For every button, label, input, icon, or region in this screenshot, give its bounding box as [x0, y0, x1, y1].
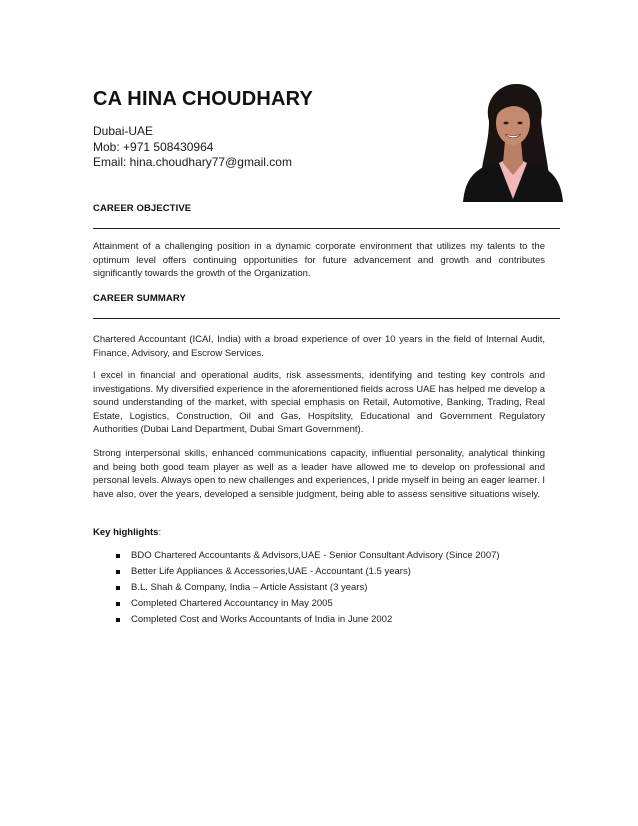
list-item [116, 580, 500, 596]
section-divider [93, 228, 560, 229]
profile-photo-illustration [461, 79, 565, 202]
career-summary-heading: CAREER SUMMARY [93, 293, 186, 304]
career-objective-text: Attainment of a challenging position in a dynamic corporate environment that utilizes my talents to the optimum level offers continuing opportunities for future advancement and growth and contributes significantly towards the growth of the Organization. [93, 241, 545, 280]
list-item [116, 596, 500, 612]
list-item-text: Better Life Appliances & Accessories,UAE - Accountant (1.5 years) [131, 566, 411, 577]
career-summary-paragraph: Chartered Accountant (ICAI, India) with a broad experience of over 10 years in the field of Internal Audit, Finance, Advisory, and Escrow Services. [93, 334, 545, 359]
bullet-icon [116, 570, 120, 574]
list-item [116, 612, 500, 628]
career-summary-paragraph: I excel in financial and operational audits, risk assessments, identifying and testing key controls and investigations. My diversified experience in the aforementioned fields across UAE has helped me develop a sound understanding of the market, with special emphasis on Retail, Automotive, Banking, Trading, Real Estate, Logistics, Construction, Oil and Gas, Hospitslity, Educational and Government Regulatory Authorities (Dubai Land Department, Dubai Smart Government). [93, 370, 545, 436]
location-text: Dubai-UAE [93, 124, 154, 138]
bullet-icon [116, 602, 120, 606]
key-highlights-list [116, 548, 500, 628]
list-item-text: Completed Cost and Works Accountants of India in June 2002 [131, 614, 393, 625]
key-highlights-label: Key highlights [93, 527, 159, 538]
bullet-icon [116, 618, 120, 622]
list-item-text: Completed Chartered Accountancy in May 2005 [131, 598, 333, 609]
key-highlights-colon: : [158, 527, 162, 538]
career-objective-heading: CAREER OBJECTIVE [93, 203, 192, 214]
section-divider [93, 318, 560, 319]
email-text: Email: hina.choudhary77@gmail.com [93, 155, 292, 169]
contact-block [93, 124, 292, 171]
list-item-text: BDO Chartered Accountants & Advisors,UAE - Senior Consultant Advisory (Since 2007) [131, 550, 500, 561]
bullet-icon [116, 586, 120, 590]
key-highlights-heading [93, 527, 161, 538]
mobile-text: Mob: +971 508430964 [93, 139, 214, 154]
list-item [116, 564, 500, 580]
candidate-name: CA HINA CHOUDHARY [93, 88, 314, 110]
list-item-text: B.L. Shah & Company, India – Article Assistant (3 years) [131, 582, 368, 593]
profile-photo [461, 79, 565, 202]
bullet-icon [116, 554, 120, 558]
career-summary-paragraph: Strong interpersonal skills, enhanced communications capacity, influential personality, analytical thinking and being both good team player as well as a leader have allowed me to develop on professional and personal levels. Always open to new challenges and experiences, I pride myself in being an eager learner. I have also, over the years, developed a sensible judgment, being able to assess sensitive situations wisely. [93, 448, 545, 500]
list-item [116, 548, 500, 564]
